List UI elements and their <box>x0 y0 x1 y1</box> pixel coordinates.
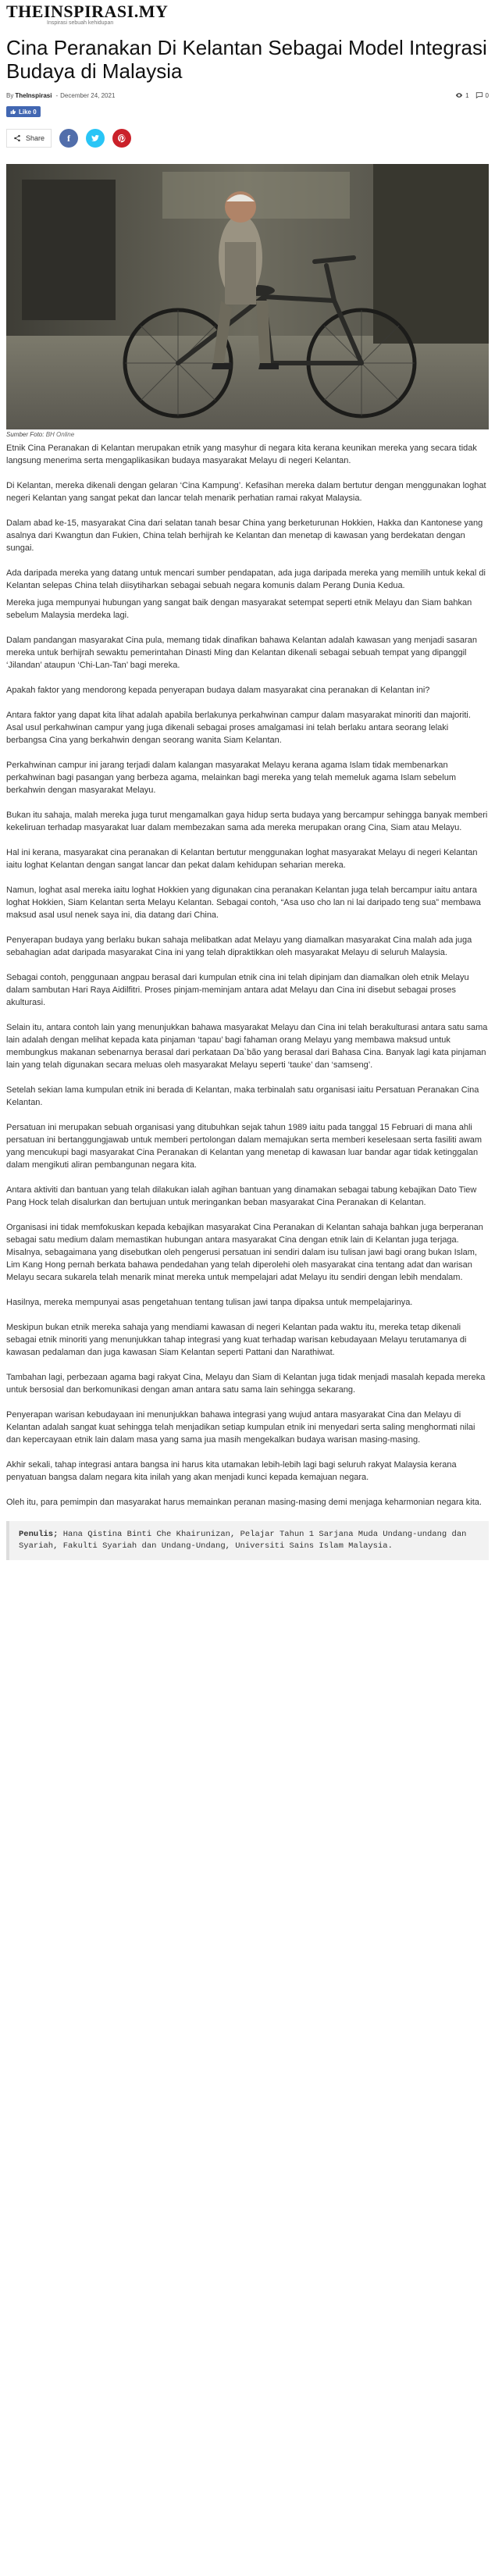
share-button[interactable] <box>6 129 52 148</box>
paragraph: Perkahwinan campur ini jarang terjadi dalam kalangan masyarakat Melayu kerana agama Islam tidak membenarkan perkahwinan bagi pasangan yang berbeza agama, melainkan bagi mereka yang telah memeluk agama Islam sebelum berkahwin dengan masyarakat Melayu. <box>6 761 457 795</box>
paragraph: Selain itu, antara contoh lain yang menunjukkan bahawa masyarakat Melayu dan Cina ini telah berakulturasi antara satu sama lain adalah dengan melihat kepada kata pinjaman ‘tapau’ bagi fahaman orang Melayu yang membawa maksud untuk membungkus makanan sebenarnya berasal dari perkataan Da`bão yang berasal dari Bahasa Cina. Banyak lagi kata pinjaman lain yang telah digunakan secara meluas oleh masyarakat Melayu seperti ‘tauke’ dan ‘samseng’. <box>6 1023 488 1070</box>
article-body <box>6 442 489 1509</box>
article-title: Cina Peranakan Di Kelantan Sebagai Model Integrasi Budaya di Malaysia <box>6 36 487 83</box>
paragraph: Apakah faktor yang mendorong kepada penyerapan budaya dalam masyarakat cina peranakan di Kelantan ini? <box>6 686 430 695</box>
caption-source: BH Online <box>45 431 75 438</box>
eye-icon <box>455 91 463 99</box>
paragraph: Dalam abad ke-15, masyarakat Cina dari selatan tanah besar China yang berketurunan Hokkien, Hakka dan Kantonese yang asalnya dari Kwangtun dan Fukien, China telah berhijrah ke Kelantan dan menetap di kawasan yang berdekatan dengan sungai. <box>6 518 483 553</box>
paragraph: Persatuan ini merupakan sebuah organisasi yang ditubuhkan sejak tahun 1989 iaitu pada tanggal 15 Februari di mana ahli persatuan ini bertanggungjawab untuk memberi pertolongan dalam memajukan serta memberi keselesaan serta fasiliti awam yang mencukupi bagi masyarakat Cina Peranakan di Kelantan yang menetap di kawasan luar bandar agar tidak ketinggalan dalam mengikuti aliran pembangunan negara kita. <box>6 1123 482 1170</box>
author-note <box>6 1521 489 1560</box>
author-note-text: Hana Qistina Binti Che Khairunizan, Pelajar Tahun 1 Sarjana Muda Undang-undang dan Syariah, Fakulti Syariah dan Undang-Undang, Universiti Sains Islam Malaysia. <box>19 1530 467 1551</box>
views-count <box>455 91 468 99</box>
author-note-label: Penulis; <box>19 1530 59 1539</box>
comments-value: 0 <box>485 91 489 99</box>
paragraph: Sebagai contoh, penggunaan angpau berasal dari kumpulan etnik cina ini telah dipinjam dan diamalkan oleh etnik Melayu dalam sambutan Hari Raya Aidilfitri. Proses pinjam-meminjam antara adat Melayu dan Cina ini disebut sebagai proses akulturasi. <box>6 973 469 1007</box>
paragraph: Setelah sekian lama kumpulan etnik ini berada di Kelantan, maka terbinalah satu organisasi iaitu Persatuan Peranakan Cina Kelantan. <box>6 1085 479 1107</box>
paragraph: Antara aktiviti dan bantuan yang telah dilakukan ialah agihan bantuan yang dinamakan sebagai tabung kebajikan Dato Tiew Pang Hock telah disalurkan dan bertujuan untuk meringankan beban masyarakat Cina Peranakan di Kelantan. <box>6 1185 477 1207</box>
paragraph: Hasilnya, mereka mempunyai asas pengetahuan tentang tulisan jawi tanpa dipaksa untuk mempelajarinya. <box>6 1298 413 1307</box>
like-label: Like 0 <box>19 108 37 116</box>
facebook-like-button[interactable] <box>6 106 41 117</box>
paragraph: Etnik Cina Peranakan di Kelantan merupakan etnik yang masyhur di negara kita kerana keunikan mereka yang secara tidak langsung menerima serta mengaplikasikan budaya masyarakat Melayu di negeri Kelantan. <box>6 444 477 465</box>
paragraph: Akhir sekali, tahap integrasi antara bangsa ini harus kita utamakan lebih-lebih lagi bagi seluruh rakyat Malaysia kerana penyatuan bangsa dalam negara kita inilah yang akan menjadi kunci kepada kemajuan negara. <box>6 1460 457 1482</box>
twitter-icon <box>91 134 100 143</box>
paragraph: Meskipun bukan etnik mereka sahaja yang mendiami kawasan di negeri Kelantan pada waktu itu, mereka tetap dikenali sebagai etnik minoriti yang menunjukkan tahap integrasi yang kuat terhadap warisan kebudayaan Melayu terutamanya di kawasan pedalaman dan juga kawasan Siam Kelantan seperti Pattani dan Narathiwat. <box>6 1323 467 1357</box>
paragraph: Antara faktor yang dapat kita lihat adalah apabila berlakunya perkahwinan campur dalam masyarakat minoriti dan majoriti. Asal usul perkahwinan campur yang juga dikenali sebagai proses amalgamasi ini telah berlaku antara seorang lelaki berbangsa Cina yang berkahwin dengan seorang wanita Siam Kelantan. <box>6 711 471 745</box>
site-header <box>6 0 489 28</box>
paragraph: Tambahan lagi, perbezaan agama bagi rakyat Cina, Melayu dan Siam di Kelantan juga tidak menjadi masalah kepada mereka untuk bersosial dan berkomunikasi dengan aman antara satu sama lain sehingga sekarang. <box>6 1373 486 1395</box>
share-label: Share <box>26 134 45 142</box>
meta-separator: - <box>55 91 59 99</box>
share-row <box>6 128 489 148</box>
paragraph: Penyerapan budaya yang berlaku bukan sahaja melibatkan adat Melayu yang diamalkan masyarakat Cina malah ada juga sebahagian adat daripada masyarakat Cina ini yang telah dipraktikkan oleh masyarakat Melayu di seluruh Malaysia. <box>6 935 472 957</box>
pinterest-icon <box>117 134 126 143</box>
twitter-share-button[interactable] <box>86 129 105 148</box>
paragraph: Penyerapan warisan kebudayaan ini menunjukkan bahawa integrasi yang wujud antara masyarakat Cina dan Melayu di Kelantan adalah sangat kuat sehingga telah menjadikan setiap kumpulan etnik ini menyedari serta saling menghormati nilai dan kepercayaan etnik lain dalam masa yang sama jua masih mengekalkan budaya warisan masing-masing. <box>6 1410 475 1445</box>
facebook-icon: f <box>67 132 71 144</box>
meta-stats <box>455 91 489 99</box>
share-icon <box>13 134 21 142</box>
image-caption <box>6 431 489 440</box>
caption-label: Sumber Foto: <box>6 431 45 438</box>
thumbs-up-icon <box>10 109 16 115</box>
paragraph: Hal ini kerana, masyarakat cina peranakan di Kelantan bertutur menggunakan loghat masyarakat Melayu di negeri Kelantan iaitu loghat Kelantan dengan sangat lancar dan pekat dalam kehidupan seharian mereka. <box>6 848 478 870</box>
author-link[interactable]: TheInspirasi <box>15 91 52 99</box>
article-meta <box>6 89 489 102</box>
facebook-share-button[interactable] <box>59 129 78 148</box>
photo-elderly-man-with-bicycle <box>6 164 489 429</box>
comment-icon <box>475 91 483 99</box>
site-tagline: Inspirasi sebuah kehidupan <box>47 20 114 26</box>
paragraph: Di Kelantan, mereka dikenali dengan gelaran ‘Cina Kampung’. Kefasihan mereka dalam bertutur dengan menggunakan loghat negeri Kelantan yang sangat pekat dan lancar telah menarik perhatian ramai rakyat Malaysia. <box>6 481 486 503</box>
paragraph: Mereka juga mempunyai hubungan yang sangat baik dengan masyarakat setempat seperti etnik Melayu dan Siam bahkan sebelum Malaysia merdeka lagi. <box>6 598 472 620</box>
paragraph: Namun, loghat asal mereka iaitu loghat Hokkien yang digunakan cina peranakan Kelantan juga telah bercampur iaitu antara loghat Hokkien, Siam Kelantan serta Melayu Kelantan. Sebagai contoh, “Asa uso cho lan ni lai daripado teng sua” membawa maksud asal usul nenek saya ini, dia datang dari China. <box>6 885 481 920</box>
comments-count[interactable] <box>475 91 489 99</box>
hero-image <box>6 164 489 429</box>
by-label: By <box>6 91 14 99</box>
paragraph: Dalam pandangan masyarakat Cina pula, memang tidak dinafikan bahawa Kelantan adalah kawasan yang menjadi sasaran mereka untuk berhijrah sewaktu pemerintahan Dinasti Ming dan Kelantan dikenali sebagai sebuah tempat yang dipanggil ‘Jilandan’ ataupun ‘Chi-Lan-Tan’ bagi mereka. <box>6 636 477 670</box>
paragraph: Ada daripada mereka yang datang untuk mencari sumber pendapatan, ada juga daripada mereka yang memilih untuk kekal di Kelantan selepas China telah diisytiharkan sebagai sebuah negara komunis dalam Perang Dunia Kedua. <box>6 568 486 590</box>
paragraph: Organisasi ini tidak memfokuskan kepada kebajikan masyarakat Cina Peranakan di Kelantan sahaja bahkan juga berperanan sebagai satu medium dalam memastikan hubungan antara masyarakat Cina dengan etnik lain di Kelantan juga terjaga. Misalnya, sebagaimana yang disebutkan oleh pengerusi persatuan ini sendiri dalam isu tulisan jawi bagi orang bukan Islam, Lim Kang Hong pernah berkata bahawa pendedahan yang telah diperolehi oleh masyarakat cina tentang adat dan warisan Melayu secara sukarela telah menarik minat mereka untuk mempelajari adat Melayu itu sendiri dengan lebih mendalam. <box>6 1223 483 1282</box>
site-logo[interactable]: THEINSPIRASI.MY <box>6 2 169 21</box>
publish-date: December 24, 2021 <box>60 91 116 99</box>
paragraph: Bukan itu sahaja, malah mereka juga turut mengamalkan gaya hidup serta budaya yang bercampur sehingga banyak memberi kekeliruan terhadap masyarakat luar dalam membezakan sama ada mereka merupakan orang Cina, Siam atau Melayu. <box>6 811 488 832</box>
paragraph: Oleh itu, para pemimpin dan masyarakat harus memainkan peranan masing-masing demi menjaga keharmonian negara kita. <box>6 1498 482 1507</box>
views-value: 1 <box>465 91 469 99</box>
pinterest-share-button[interactable] <box>112 129 131 148</box>
